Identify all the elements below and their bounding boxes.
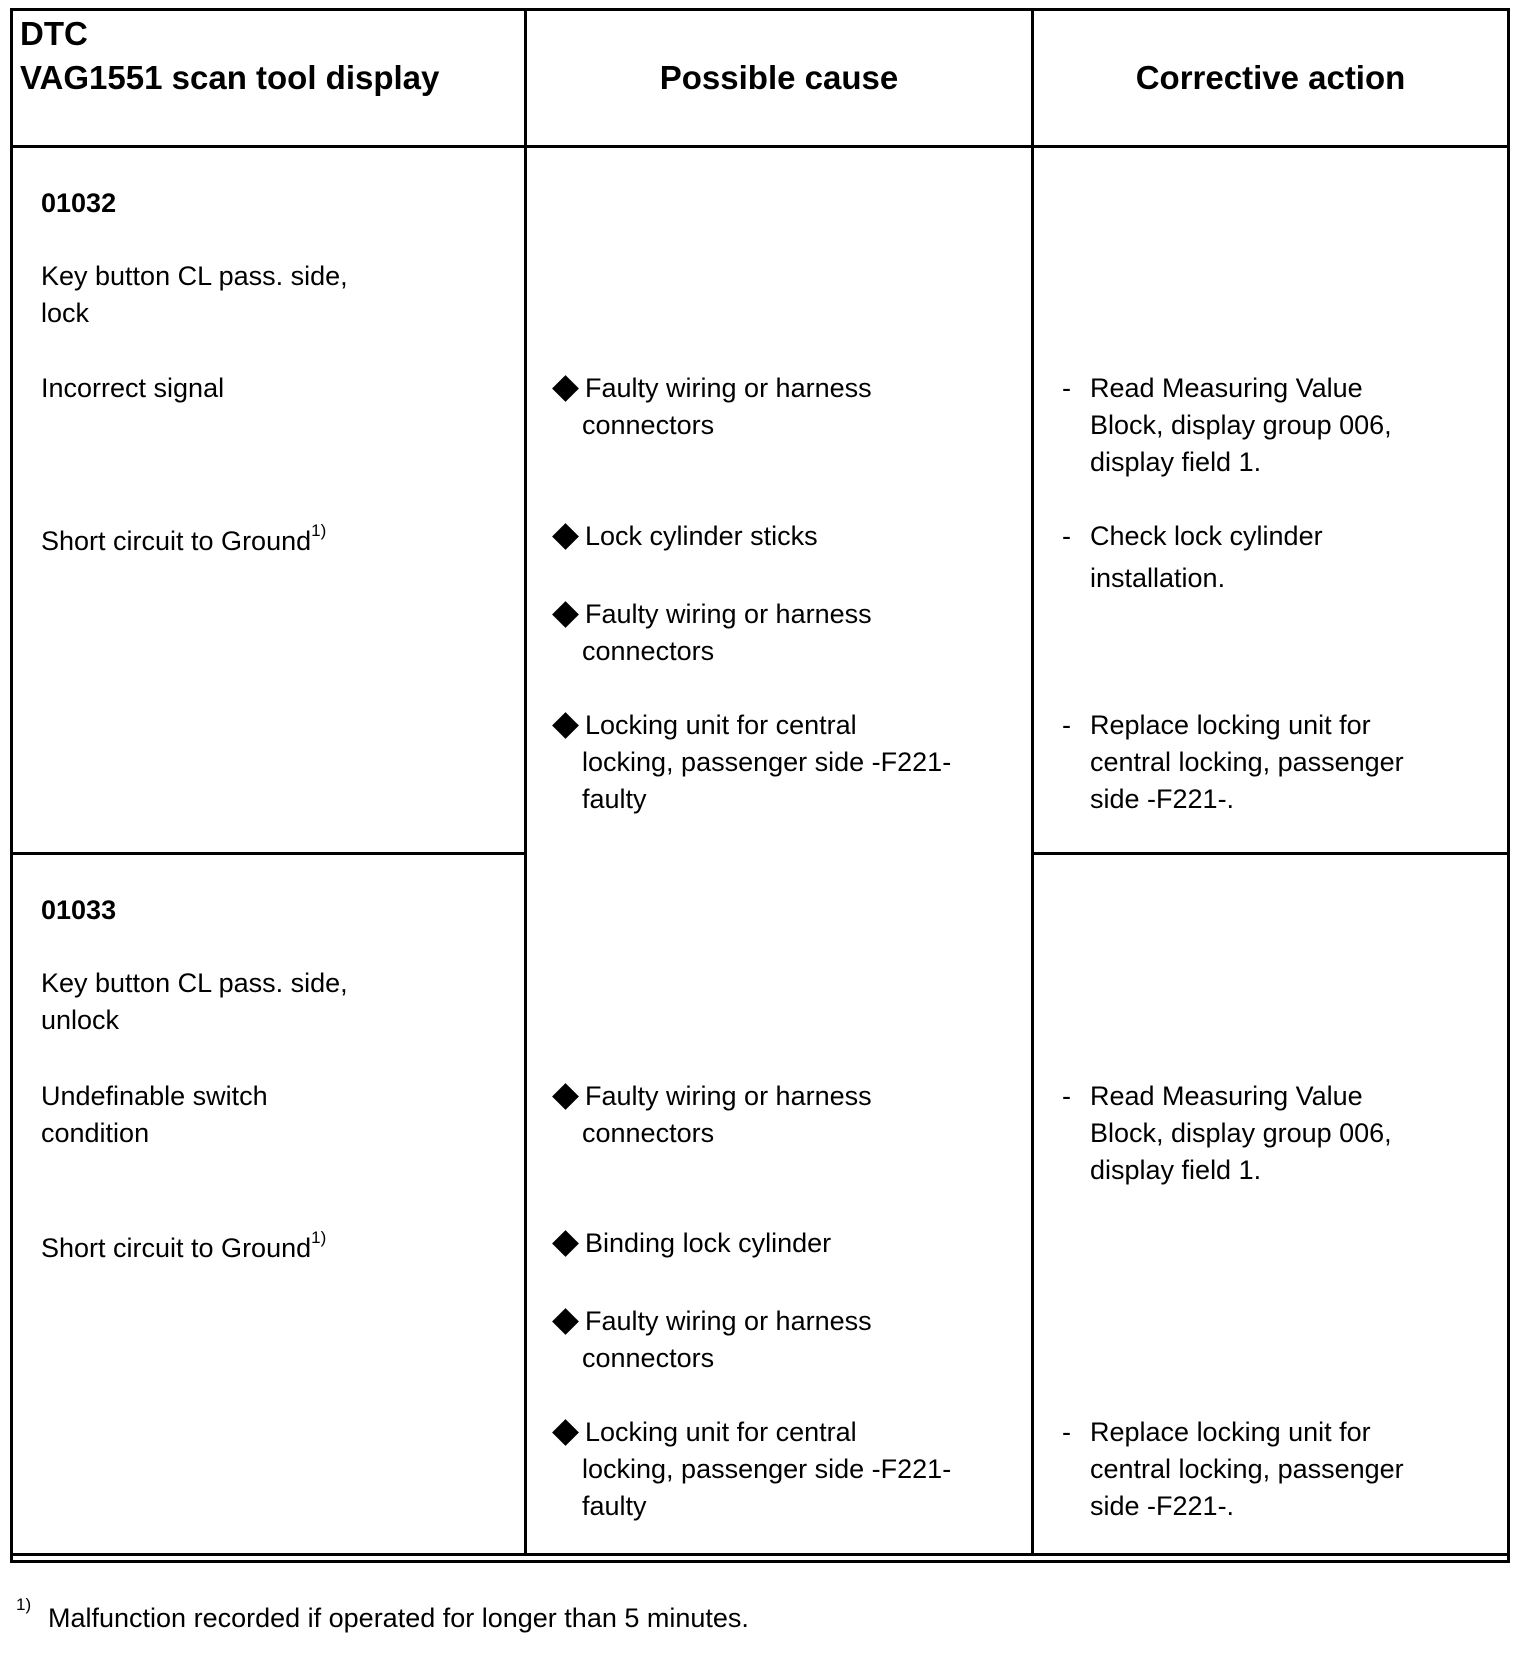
possible-cause: Faulty wiring or harness <box>585 599 872 629</box>
footnote-text: Malfunction recorded if operated for longer than 5 minutes. <box>48 1603 749 1633</box>
header-dtc-label: DTC <box>20 15 88 52</box>
corrective-action: central locking, passenger <box>1090 1454 1404 1484</box>
table-border-top <box>10 8 1510 11</box>
possible-cause: Faulty wiring or harness <box>585 1081 872 1111</box>
table-border-bottom <box>10 1560 1510 1563</box>
corrective-action: Read Measuring Value <box>1090 1081 1363 1111</box>
component-description: unlock <box>41 1005 120 1035</box>
diamond-bullet-icon <box>552 375 579 402</box>
possible-cause: Binding lock cylinder <box>585 1228 832 1258</box>
possible-cause: connectors <box>582 1343 715 1373</box>
fault-text-span: Short circuit to Ground <box>41 526 312 556</box>
corrective-action: display field 1. <box>1090 1155 1262 1185</box>
footnote-reference: 1) <box>311 1228 327 1247</box>
footnote-divider <box>10 1553 1510 1556</box>
diamond-bullet-icon <box>552 1230 579 1257</box>
diamond-bullet-icon <box>552 1083 579 1110</box>
possible-cause: Faulty wiring or harness <box>585 1306 872 1336</box>
component-description: Key button CL pass. side, <box>41 968 348 998</box>
footnote-reference: 1) <box>311 521 327 540</box>
dtc-code: 01033 <box>41 895 117 925</box>
action-dash: - <box>1062 1417 1071 1447</box>
header-divider <box>10 145 1510 148</box>
corrective-action: installation. <box>1090 563 1226 593</box>
diamond-bullet-icon <box>552 1419 579 1446</box>
table-border-left <box>10 8 13 1563</box>
corrective-action: central locking, passenger <box>1090 747 1404 777</box>
possible-cause: faulty <box>582 784 647 814</box>
fault-type <box>41 1230 326 1267</box>
diamond-bullet-icon <box>552 601 579 628</box>
possible-cause: locking, passenger side -F221- <box>582 1454 952 1484</box>
action-dash: - <box>1062 521 1071 551</box>
dtc-code: 01032 <box>41 188 117 218</box>
component-description: lock <box>41 298 90 328</box>
diamond-bullet-icon <box>552 712 579 739</box>
row-divider-dtc <box>10 852 527 855</box>
corrective-action: side -F221-. <box>1090 784 1235 814</box>
fault-type: Undefinable switch <box>41 1081 268 1111</box>
diamond-bullet-icon <box>552 1308 579 1335</box>
footnote-marker: 1) <box>16 1595 32 1614</box>
possible-cause: connectors <box>582 636 715 666</box>
action-dash: - <box>1062 1081 1071 1111</box>
corrective-action: Read Measuring Value <box>1090 373 1363 403</box>
column-divider-2 <box>1031 8 1034 1553</box>
possible-cause: connectors <box>582 410 715 440</box>
header-possible-cause: Possible cause <box>659 59 899 96</box>
corrective-action: display field 1. <box>1090 447 1262 477</box>
row-divider-action <box>1031 852 1510 855</box>
corrective-action: Replace locking unit for <box>1090 710 1371 740</box>
possible-cause: Locking unit for central <box>585 1417 857 1447</box>
possible-cause: faulty <box>582 1491 647 1521</box>
corrective-action: Block, display group 006, <box>1090 410 1392 440</box>
diamond-bullet-icon <box>552 523 579 550</box>
fault-type: Incorrect signal <box>41 373 225 403</box>
column-divider-1 <box>524 8 527 1553</box>
action-dash: - <box>1062 710 1071 740</box>
header-scan-tool-display: VAG1551 scan tool display <box>20 59 440 96</box>
corrective-action: Replace locking unit for <box>1090 1417 1371 1447</box>
component-description: Key button CL pass. side, <box>41 261 348 291</box>
possible-cause: connectors <box>582 1118 715 1148</box>
possible-cause: Faulty wiring or harness <box>585 373 872 403</box>
table-border-right <box>1507 8 1510 1563</box>
possible-cause: Locking unit for central <box>585 710 857 740</box>
action-dash: - <box>1062 373 1071 403</box>
corrective-action: side -F221-. <box>1090 1491 1235 1521</box>
fault-type: condition <box>41 1118 150 1148</box>
fault-text-span: Short circuit to Ground <box>41 1233 312 1263</box>
corrective-action: Check lock cylinder <box>1090 521 1323 551</box>
possible-cause: locking, passenger side -F221- <box>582 747 952 777</box>
possible-cause: Lock cylinder sticks <box>585 521 818 551</box>
header-corrective-action: Corrective action <box>1135 59 1406 96</box>
fault-type <box>41 523 326 560</box>
corrective-action: Block, display group 006, <box>1090 1118 1392 1148</box>
